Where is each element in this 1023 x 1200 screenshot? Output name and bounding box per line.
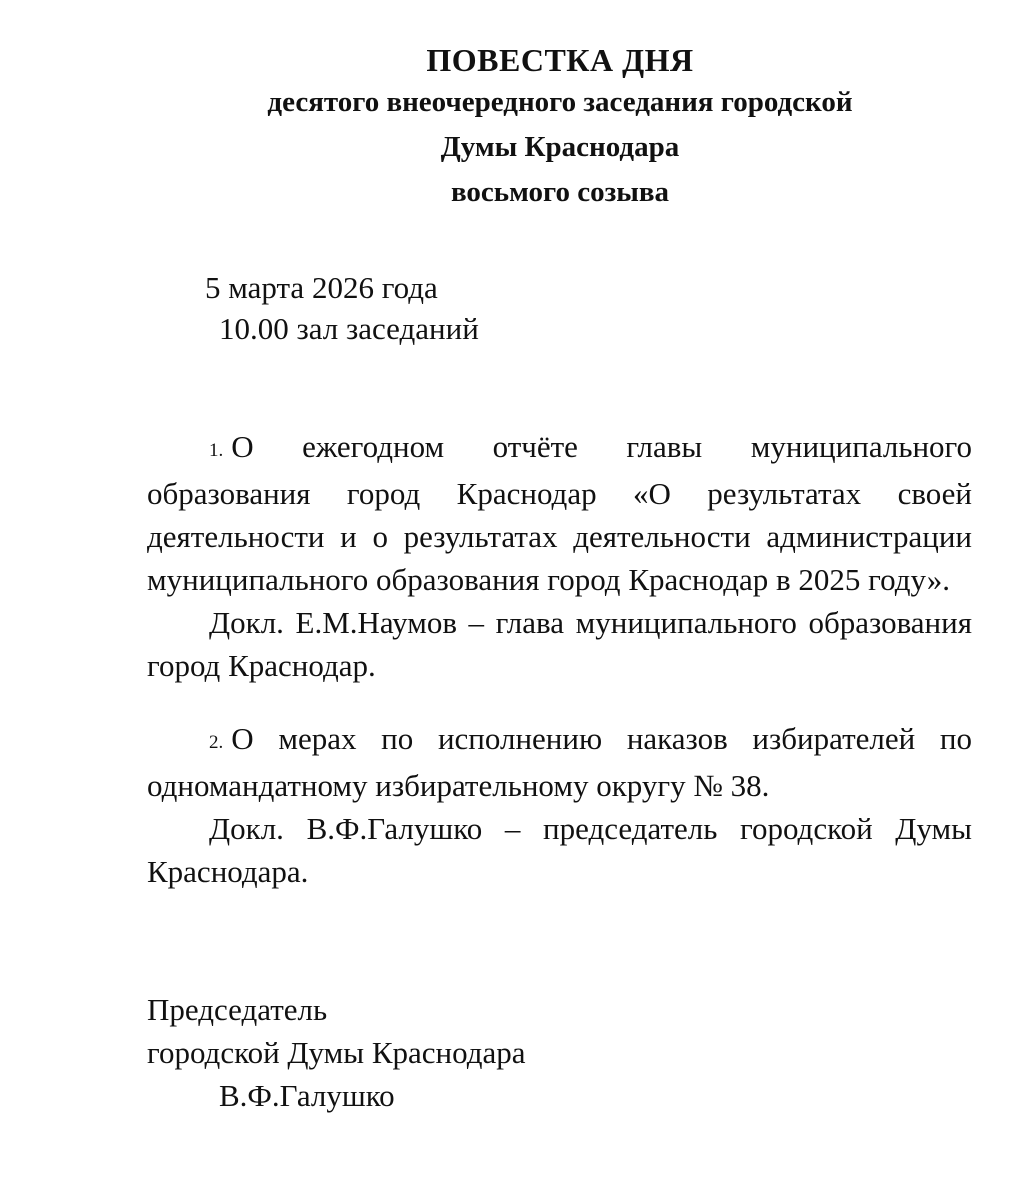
title-line-4: восьмого созыва xyxy=(450,176,670,208)
signature-block xyxy=(147,988,526,1117)
signature-title-line-2: городской Думы Краснодара xyxy=(147,1035,526,1070)
signatory-name: В.Ф.Галушко xyxy=(219,1078,395,1113)
agenda-item-1-text: О ежегодном отчёте главы муниципального образования город Краснодар «О результатах своей деятельности и о результатах деятельности администрации муниципального образования город Краснодар в 2025 году». xyxy=(147,429,972,597)
agenda-item-1-number: 1. xyxy=(209,440,224,461)
title-line-2: десятого внеочередного заседания городской xyxy=(267,86,853,118)
agenda-item-1 xyxy=(147,425,972,601)
agenda-list xyxy=(147,425,972,893)
meeting-date: 5 марта 2026 года xyxy=(205,270,438,305)
agenda-item-2-number: 2. xyxy=(209,732,224,753)
agenda-item-1-speaker: Докл. Е.М.Наумов – глава муниципального образования город Краснодар. xyxy=(147,605,972,683)
title-block xyxy=(0,40,1023,215)
agenda-item-2 xyxy=(147,717,972,807)
signature-title-line-1: Председатель xyxy=(147,992,328,1027)
agenda-item-2-text: О мерах по исполнению наказов избирателей по одномандатному избирательному округу № 38. xyxy=(147,721,972,803)
agenda-item-2-speaker: Докл. В.Ф.Галушко – председатель городской Думы Краснодара. xyxy=(147,811,972,889)
document-title: ПОВЕСТКА ДНЯ xyxy=(426,42,694,78)
title-line-3: Думы Краснодара xyxy=(440,131,680,163)
meeting-time-place: 10.00 зал заседаний xyxy=(219,311,479,346)
agenda-spacer xyxy=(147,687,972,717)
